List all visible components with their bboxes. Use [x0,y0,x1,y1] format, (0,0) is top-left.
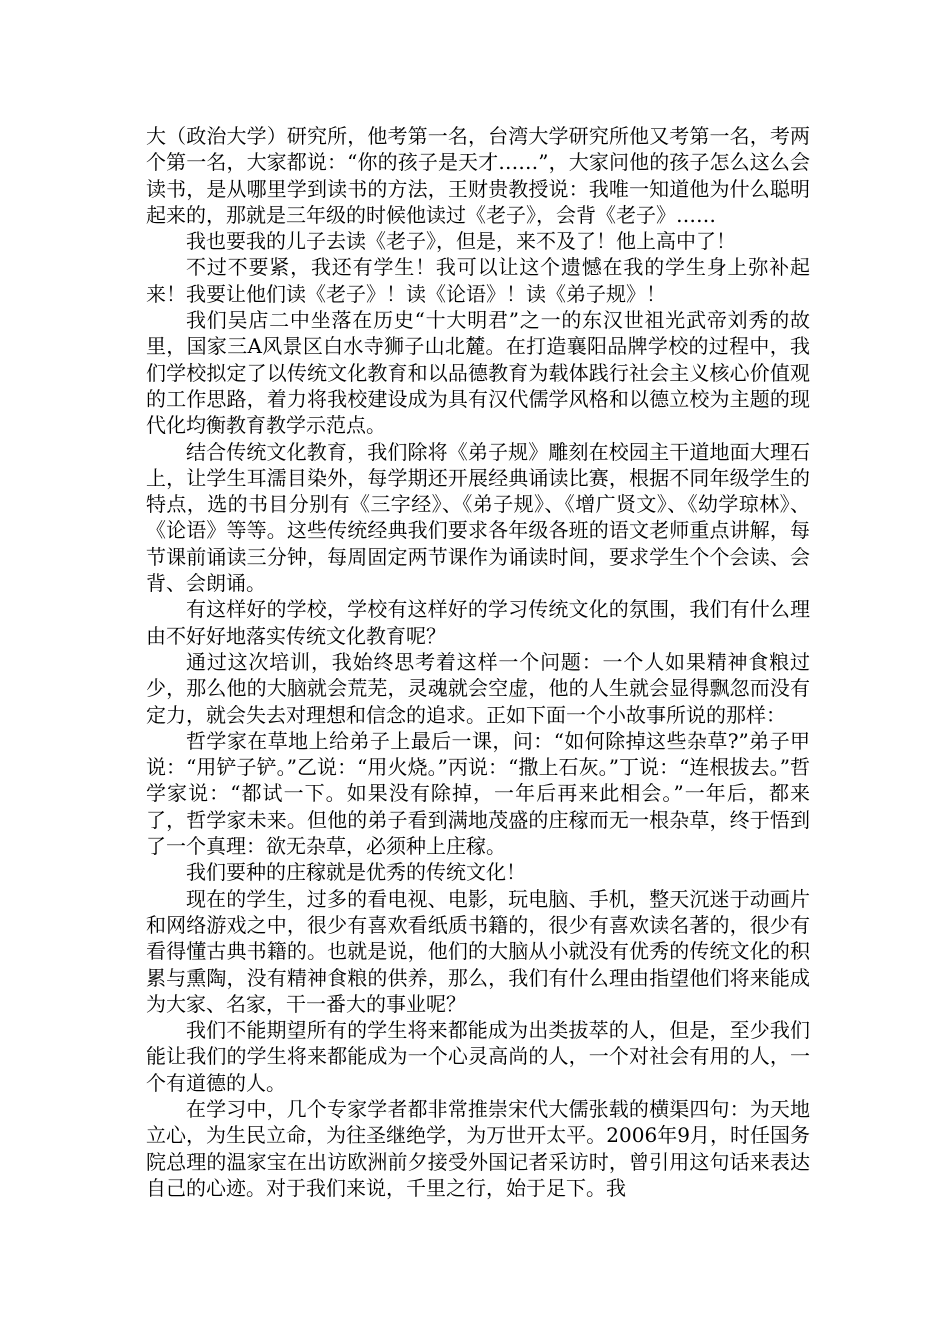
paragraph: 我也要我的儿子去读《老子》，但是，来不及了！他上高中了！ [186,229,736,254]
document-page [146,123,810,1201]
paragraph: 我们要种的庄稼就是优秀的传统文化！ [186,860,526,885]
paragraph: 结合传统文化教育，我们除将《弟子规》雕刻在校园主干道地面大理石上，让学生耳濡目染外，每学期还开展经典诵读比赛，根据不同年级学生的特点，选的书目分别有《三字经》、《弟子规》、《增广贤文》、《幼学琼林》、《论语》等等。这些传统经典我们要求各年级各班的语文老师重点讲解，每节课前诵读三分钟，每周固定两节课作为诵读时间，要求学生个个会读、会背、会朗诵。 [146,439,810,596]
paragraph: 有这样好的学校，学校有这样好的学习传统文化的氛围，我们有什么理由不好好地落实传统文化教育呢？ [146,597,810,648]
paragraph: 哲学家在草地上给弟子上最后一课，问：“如何除掉这些杂草?”弟子甲说：“用铲子铲。”乙说：“用火烧。”丙说：“撒上石灰。”丁说：“连根拔去。”哲学家说：“都试一下。如果没有除掉，一年后再来此相会。”一年后，都来了，哲学家未来。但他的弟子看到满地茂盛的庄稼而无一根杂草，终于悟到了一个真理：欲无杂草，必须种上庄稼。 [146,728,810,859]
paragraph: 我们不能期望所有的学生将来都能成为出类拔萃的人，但是，至少我们能让我们的学生将来都能成为一个心灵高尚的人，一个对社会有用的人，一个有道德的人。 [146,1018,810,1095]
paragraph: 不过不要紧，我还有学生！我可以让这个遗憾在我的学生身上弥补起来！我要让他们读《老子》！读《论语》！读《弟子规》！ [146,255,810,306]
paragraph: 通过这次培训，我始终思考着这样一个问题：一个人如果精神食粮过少，那么他的大脑就会荒芜，灵魂就会空虚，他的人生就会显得飘忽而没有定力，就会失去对理想和信念的追求。正如下面一个小故事所说的那样： [146,649,810,727]
paragraph: 现在的学生，过多的看电视、电影，玩电脑、手机，整天沉迷于动画片和网络游戏之中，很少有喜欢看纸质书籍的，很少有喜欢读名著的，很少有看得懂古典书籍的。也就是说，他们的大脑从小就没有优秀的传统文化的积累与熏陶，没有精神食粮的供养，那么，我们有什么理由指望他们将来能成为大家、名家，干一番大的事业呢？ [146,886,810,1016]
paragraph: 在学习中，几个专家学者都非常推崇宋代大儒张载的横渠四句：为天地立心，为生民立命，为往圣继绝学，为万世开太平。2006年9月，时任国务院总理的温家宝在出访欧洲前夕接受外国记者采访时，曾引用这句话来表达自己的心迹。对于我们来说，千里之行，始于足下。我 [146,1096,810,1200]
paragraph: 我们吴店二中坐落在历史“十大明君”之一的东汉世祖光武帝刘秀的故里，国家三A风景区白水寺狮子山北麓。在打造襄阳品牌学校的过程中，我们学校拟定了以传统文化教育和以品德教育为载体践行社会主义核心价值观的工作思路，着力将我校建设成为具有汉代儒学风格和以德立校为主题的现代化均衡教育教学示范点。 [146,308,810,438]
paragraph-continuation: 大（政治大学）研究所，他考第一名，台湾大学研究所他又考第一名，考两个第一名，大家都说：“你的孩子是天才……”，大家问他的孩子怎么这么会读书，是从哪里学到读书的方法，王财贵教授说：我唯一知道他为什么聪明起来的，那就是三年级的时候他读过《老子》，会背《老子》…… [146,124,810,227]
